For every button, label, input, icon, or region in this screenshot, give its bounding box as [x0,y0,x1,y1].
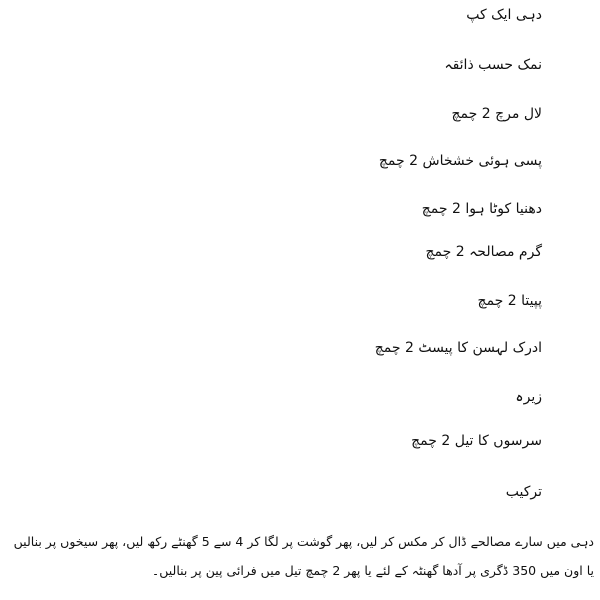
ingredient-garam-masala: گرم مصالحہ 2 چمچ [425,244,542,260]
ingredient-mustard-oil: سرسوں کا تیل 2 چمچ [411,433,542,449]
ingredient-salt: نمک حسب ذائقہ [444,57,542,73]
method-text: دہی میں سارے مصالحے ڈال کر مکس کر لیں، پھر گوشت پر لگا کر 4 سے 5 گھنٹے رکھ لیں، پھر سیخوں پر بنالیں یا اون میں 350 ڈگری پر آدھا گھنٹہ کے لئے یا پھر 2 چمچ تیل میں فرائی پین پر بنالیں۔ [13,534,594,578]
ingredient-yogurt: دہی ایک کپ [466,7,542,23]
ingredient-poppy-seeds: پسی ہوئی خشخاش 2 چمچ [378,153,542,169]
ingredient-papaya: پپیتا 2 چمچ [477,293,542,309]
ingredient-red-chili: لال مرچ 2 چمچ [451,106,542,122]
ingredient-cumin: زیرہ [515,389,542,405]
method-heading: ترکیب [505,484,542,500]
ingredient-ginger-garlic: ادرک لہسن کا پیسٹ 2 چمچ [374,340,542,356]
ingredient-coriander: دھنیا کوٹا ہوا 2 چمچ [421,201,542,217]
